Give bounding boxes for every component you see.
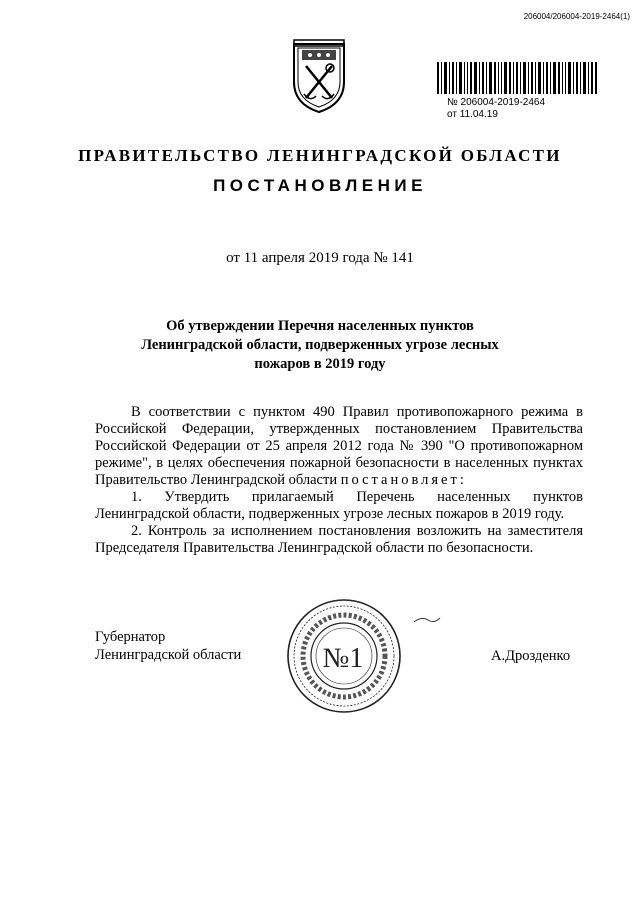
preamble-text: В соответствии с пунктом 490 Правил противопожарного режима в Российской Федерации, утвержденных постановлением Правительства Российской Федерации от 25 апреля 2012 года № 390 "О противопожарном режиме", в целях обеспечения пожарной безопасности в населенных пунктах Правительство Ленинградской области [95,404,583,488]
coat-of-arms-emblem [290,38,348,114]
signatory-name: А.Дрозденко [491,648,571,664]
subject-line: Об утверждении Перечня населенных пунктов [166,318,474,334]
document-date: от 11 апреля 2019 года № 141 [226,250,414,266]
registration-date: от 11.04.19 [447,109,498,120]
document-body [95,404,583,557]
signatory-position [95,628,241,664]
decree-item-1: 1. Утвердить прилагаемый Перечень населенных пунктов Ленинградской области, подверженных угрозе лесных пожаров в 2019 году. [95,489,583,522]
registration-number: № 206004-2019-2464 [447,97,546,108]
barcode [437,62,597,94]
decree-item-2: 2. Контроль за исполнением постановления возложить на заместителя Председателя Правительства Ленинградской области по безопасности. [95,523,583,556]
government-title: ПРАВИТЕЛЬСТВО ЛЕНИНГРАДСКОЙ ОБЛАСТИ [78,146,562,165]
decree-word: постановляет: [340,472,467,488]
handwritten-mark [412,614,442,626]
document-id: 206004/206004-2019-2464(1) [523,12,630,21]
preamble-paragraph [95,404,583,489]
stamp-number: №1 [322,643,364,674]
position-line: Ленинградской области [95,647,242,663]
document-type: ПОСТАНОВЛЕНИЕ [213,176,427,195]
position-line: Губернатор [95,629,166,645]
document-subject [120,317,520,374]
subject-line: Ленинградской области, подверженных угрозе лесных [141,337,499,353]
subject-line: пожаров в 2019 году [254,356,386,372]
